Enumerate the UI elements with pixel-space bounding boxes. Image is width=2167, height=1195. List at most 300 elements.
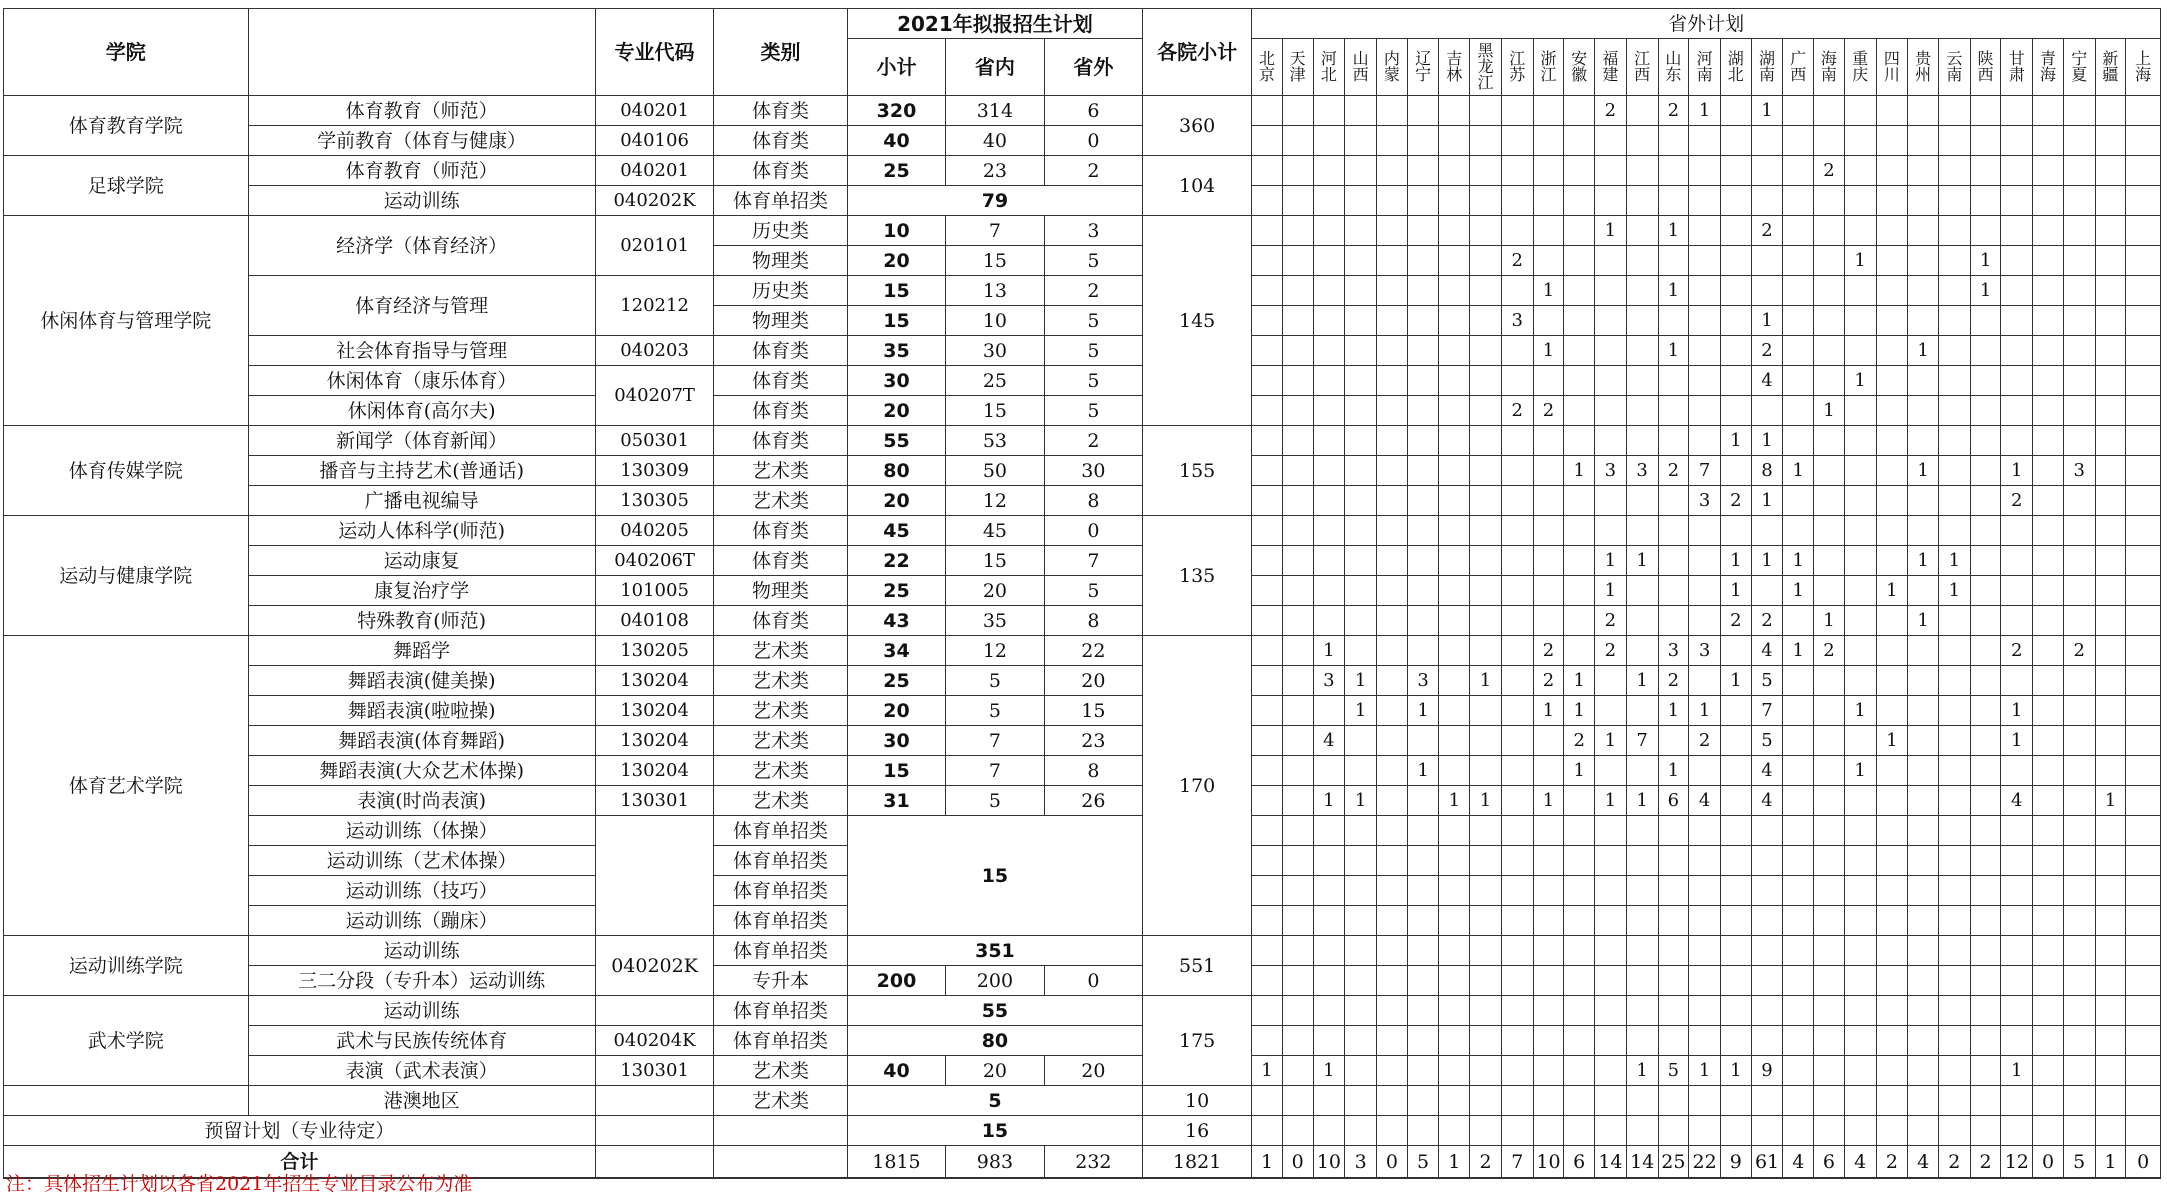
- category: 体育单招类: [714, 186, 847, 216]
- province-count: [2001, 96, 2033, 126]
- major-code: [595, 1116, 714, 1146]
- province-count: [1751, 1116, 1783, 1146]
- province-count: 7: [1626, 726, 1658, 756]
- province-count: [2063, 936, 2095, 966]
- category: 艺术类: [714, 756, 847, 786]
- province-count: [1407, 486, 1439, 516]
- province-count: [1720, 366, 1751, 396]
- province-count: [1533, 306, 1564, 336]
- province-count: [2126, 96, 2161, 126]
- province-count: [1501, 816, 1533, 846]
- province-count: 3: [1595, 456, 1627, 486]
- province-count: 5: [1658, 1056, 1689, 1086]
- province-count: [1658, 906, 1689, 936]
- table-row: [4, 816, 2161, 846]
- province-count: [1595, 1026, 1627, 1056]
- province-count: [1938, 306, 1970, 336]
- province-count: [1844, 186, 1876, 216]
- province-count: [2033, 126, 2064, 156]
- province-count: 4: [2001, 786, 2033, 816]
- total-province-count: 1: [1439, 1146, 1470, 1179]
- province-count: [1814, 1116, 1845, 1146]
- province-count: [1626, 636, 1658, 666]
- province-count: [1844, 726, 1876, 756]
- province-count: [2033, 276, 2064, 306]
- plan-total: 45: [847, 516, 945, 546]
- plan-total: 20: [847, 246, 945, 276]
- province-count: [2001, 126, 2033, 156]
- province-count: [1564, 216, 1595, 246]
- province-count: [2095, 276, 2126, 306]
- province-count: [1564, 366, 1595, 396]
- major-name: 特殊教育(师范): [248, 606, 595, 636]
- province-count: [2095, 966, 2126, 996]
- province-count: [1938, 456, 1970, 486]
- province-count: [1689, 426, 1721, 456]
- province-count: [1908, 276, 1939, 306]
- province-count: [1282, 936, 1313, 966]
- province-count: [1689, 876, 1721, 906]
- province-count: [1876, 216, 1908, 246]
- province-count: [1282, 906, 1313, 936]
- province-count: [1282, 366, 1313, 396]
- province-count: [1595, 276, 1627, 306]
- province-count: [1658, 546, 1689, 576]
- province-count: [1501, 1056, 1533, 1086]
- province-count: [1658, 1116, 1689, 1146]
- province-count: [1564, 306, 1595, 336]
- major-name: 舞蹈表演(大众艺术体操): [248, 756, 595, 786]
- province-count: [2033, 486, 2064, 516]
- province-count: [1345, 96, 1377, 126]
- province-count: [1313, 576, 1345, 606]
- province-count: [1564, 846, 1595, 876]
- province-count: [1533, 876, 1564, 906]
- province-count: [1938, 1056, 1970, 1086]
- province-header: 内蒙: [1377, 39, 1408, 96]
- plan-total: 20: [847, 486, 945, 516]
- plan-out-province: 5: [1044, 336, 1142, 366]
- province-count: [1564, 156, 1595, 186]
- college-name: 武术学院: [4, 996, 249, 1086]
- province-count: [1377, 396, 1408, 426]
- province-count: [1470, 636, 1502, 666]
- province-count: [1282, 246, 1313, 276]
- college-subtotal: 135: [1143, 516, 1252, 636]
- province-count: [1844, 816, 1876, 846]
- major-code: 040201: [595, 96, 714, 126]
- table-row: [4, 96, 2161, 126]
- province-count: [1564, 1056, 1595, 1086]
- major-code: 040203: [595, 336, 714, 366]
- province-count: [1938, 276, 1970, 306]
- province-count: 4: [1313, 726, 1345, 756]
- province-count: [1439, 126, 1470, 156]
- province-count: [2126, 246, 2161, 276]
- province-count: [2033, 816, 2064, 846]
- province-count: [1470, 726, 1502, 756]
- table-row: [4, 336, 2161, 366]
- province-count: [1876, 306, 1908, 336]
- province-count: 2: [1689, 726, 1721, 756]
- province-count: [1658, 306, 1689, 336]
- plan-merged: 15: [847, 816, 1142, 936]
- province-count: [1377, 96, 1408, 126]
- province-count: [1439, 516, 1470, 546]
- table-row: [4, 546, 2161, 576]
- province-count: [1595, 756, 1627, 786]
- province-count: [1439, 816, 1470, 846]
- province-count: [1908, 696, 1939, 726]
- province-count: [2126, 846, 2161, 876]
- province-count: [2126, 1026, 2161, 1056]
- province-count: [1313, 336, 1345, 366]
- category: 艺术类: [714, 726, 847, 756]
- province-count: [1439, 306, 1470, 336]
- province-count: [1751, 186, 1783, 216]
- total-province-count: 5: [1407, 1146, 1439, 1179]
- province-count: [1783, 696, 1814, 726]
- province-count: [1533, 186, 1564, 216]
- table-row: [4, 936, 2161, 966]
- major-code: 040201: [595, 156, 714, 186]
- province-count: [2126, 426, 2161, 456]
- province-count: [1720, 246, 1751, 276]
- province-count: [1595, 306, 1627, 336]
- province-count: [2095, 1116, 2126, 1146]
- province-count: [1720, 1116, 1751, 1146]
- province-count: [1814, 786, 1845, 816]
- province-count: [1720, 786, 1751, 816]
- province-count: [1501, 636, 1533, 666]
- province-count: [1252, 486, 1283, 516]
- header-plan-title: 2021年拟报招生计划: [847, 9, 1142, 39]
- province-count: [1345, 486, 1377, 516]
- province-count: [1689, 906, 1721, 936]
- major-code: 101005: [595, 576, 714, 606]
- college-subtotal: 145: [1143, 216, 1252, 426]
- province-count: [1844, 456, 1876, 486]
- province-count: [1377, 1086, 1408, 1116]
- province-count: [1439, 156, 1470, 186]
- table-row: [4, 606, 2161, 636]
- province-count: [1377, 906, 1408, 936]
- province-count: 1: [1908, 606, 1939, 636]
- province-count: [2095, 96, 2126, 126]
- province-count: [1814, 1026, 1845, 1056]
- province-count: [1689, 1086, 1721, 1116]
- province-count: [2033, 1056, 2064, 1086]
- province-count: [1564, 936, 1595, 966]
- province-count: [1689, 1116, 1721, 1146]
- province-count: 3: [1689, 486, 1721, 516]
- province-count: [1876, 936, 1908, 966]
- province-count: [1876, 1086, 1908, 1116]
- province-count: [1626, 276, 1658, 306]
- plan-out-province: 3: [1044, 216, 1142, 246]
- province-count: [1470, 906, 1502, 936]
- province-count: [1938, 696, 1970, 726]
- total-province-count: 14: [1595, 1146, 1627, 1179]
- province-count: [2126, 516, 2161, 546]
- province-count: [1876, 606, 1908, 636]
- province-count: [1751, 126, 1783, 156]
- province-count: [1844, 906, 1876, 936]
- plan-out-province: 8: [1044, 756, 1142, 786]
- province-count: [2126, 336, 2161, 366]
- province-count: [2063, 1086, 2095, 1116]
- college-name: 体育传媒学院: [4, 426, 249, 516]
- province-count: [1658, 426, 1689, 456]
- plan-total: 15: [847, 306, 945, 336]
- province-count: [2126, 396, 2161, 426]
- province-count: [1470, 396, 1502, 426]
- province-count: [1783, 396, 1814, 426]
- category: 艺术类: [714, 666, 847, 696]
- province-header: 辽宁: [1407, 39, 1439, 96]
- province-count: 1: [1751, 306, 1783, 336]
- province-count: [1564, 336, 1595, 366]
- province-count: [1533, 576, 1564, 606]
- province-count: [2001, 246, 2033, 276]
- province-count: [2033, 606, 2064, 636]
- province-count: [1938, 486, 1970, 516]
- province-count: [1970, 306, 2001, 336]
- major-name: 运动训练（体操）: [248, 816, 595, 846]
- province-count: [1407, 366, 1439, 396]
- major-code: 020101: [595, 216, 714, 276]
- plan-out-province: 5: [1044, 246, 1142, 276]
- province-count: [1439, 666, 1470, 696]
- province-count: [1470, 126, 1502, 156]
- province-count: [1844, 1116, 1876, 1146]
- province-count: [1814, 306, 1845, 336]
- province-count: [1407, 906, 1439, 936]
- province-count: [1470, 336, 1502, 366]
- province-header: 上海: [2126, 39, 2161, 96]
- province-count: [1595, 126, 1627, 156]
- province-count: [1252, 696, 1283, 726]
- province-count: 1: [1908, 456, 1939, 486]
- province-count: [1751, 576, 1783, 606]
- province-count: [1439, 216, 1470, 246]
- province-count: [1938, 336, 1970, 366]
- major-name: 新闻学（体育新闻）: [248, 426, 595, 456]
- province-count: [1439, 576, 1470, 606]
- province-count: [1282, 726, 1313, 756]
- total-province-count: 0: [1282, 1146, 1313, 1179]
- province-count: [1876, 546, 1908, 576]
- province-count: [1252, 996, 1283, 1026]
- province-count: [1814, 216, 1845, 246]
- province-count: [1470, 1026, 1502, 1056]
- province-count: [1377, 816, 1408, 846]
- province-count: [1252, 966, 1283, 996]
- province-count: [2095, 756, 2126, 786]
- province-count: [2033, 906, 2064, 936]
- province-count: 1: [1844, 246, 1876, 276]
- province-count: 1: [1564, 756, 1595, 786]
- province-count: [1720, 156, 1751, 186]
- college-subtotal: 16: [1143, 1116, 1252, 1146]
- province-count: [1970, 336, 2001, 366]
- category: 历史类: [714, 216, 847, 246]
- total-province-count: 4: [1908, 1146, 1939, 1179]
- province-count: [1783, 876, 1814, 906]
- major-name: 三二分段（专升本）运动训练: [248, 966, 595, 996]
- province-count: [1720, 276, 1751, 306]
- province-count: [1876, 756, 1908, 786]
- province-header: 北京: [1252, 39, 1283, 96]
- province-count: [1814, 456, 1845, 486]
- province-count: [2095, 666, 2126, 696]
- province-count: [1751, 1026, 1783, 1056]
- major-name: 武术与民族传统体育: [248, 1026, 595, 1056]
- province-count: [1970, 606, 2001, 636]
- college-subtotal: 155: [1143, 426, 1252, 516]
- province-count: [1814, 1056, 1845, 1086]
- province-count: [1938, 1086, 1970, 1116]
- province-count: [1626, 186, 1658, 216]
- province-count: [1377, 756, 1408, 786]
- province-count: [1439, 1116, 1470, 1146]
- province-count: 1: [1313, 636, 1345, 666]
- province-count: 1: [1783, 546, 1814, 576]
- province-count: [1533, 156, 1564, 186]
- province-count: [1814, 366, 1845, 396]
- province-count: [2126, 696, 2161, 726]
- province-count: [2095, 996, 2126, 1026]
- province-count: [1720, 396, 1751, 426]
- province-count: [1252, 726, 1283, 756]
- province-count: [1252, 156, 1283, 186]
- college-name: 运动训练学院: [4, 936, 249, 996]
- province-count: [2063, 786, 2095, 816]
- province-count: [1689, 246, 1721, 276]
- province-count: [1970, 396, 2001, 426]
- province-count: [1720, 906, 1751, 936]
- province-count: [1783, 126, 1814, 156]
- total-province-count: 6: [1564, 1146, 1595, 1179]
- province-count: [1626, 486, 1658, 516]
- province-count: [2001, 426, 2033, 456]
- province-count: [1407, 1086, 1439, 1116]
- province-count: [1470, 876, 1502, 906]
- province-count: [1377, 1116, 1408, 1146]
- province-count: [2095, 456, 2126, 486]
- province-count: [1377, 936, 1408, 966]
- province-count: [1658, 486, 1689, 516]
- province-count: [1938, 846, 1970, 876]
- province-count: 2: [1533, 636, 1564, 666]
- province-count: [1345, 216, 1377, 246]
- province-count: [2126, 1086, 2161, 1116]
- major-name: 社会体育指导与管理: [248, 336, 595, 366]
- province-count: [1439, 1086, 1470, 1116]
- plan-total: 20: [847, 696, 945, 726]
- province-count: 2: [1751, 336, 1783, 366]
- province-count: [1377, 876, 1408, 906]
- province-count: [1282, 516, 1313, 546]
- plan-in-province: 200: [946, 966, 1044, 996]
- province-count: [1564, 276, 1595, 306]
- province-header: 四川: [1876, 39, 1908, 96]
- province-count: [1377, 726, 1408, 756]
- plan-in-province: 25: [946, 366, 1044, 396]
- province-count: [1282, 786, 1313, 816]
- province-count: [1439, 486, 1470, 516]
- province-count: 1: [1313, 786, 1345, 816]
- province-count: [2126, 636, 2161, 666]
- plan-total: 200: [847, 966, 945, 996]
- province-count: [1689, 126, 1721, 156]
- plan-out-province: 5: [1044, 576, 1142, 606]
- plan-total: 40: [847, 1056, 945, 1086]
- total-province-count: 2: [1970, 1146, 2001, 1179]
- province-count: [1407, 306, 1439, 336]
- province-count: [2033, 186, 2064, 216]
- province-count: [1407, 516, 1439, 546]
- province-count: 1: [1751, 426, 1783, 456]
- province-count: [1345, 1026, 1377, 1056]
- province-count: [1814, 696, 1845, 726]
- province-count: [1252, 1116, 1283, 1146]
- province-header: 天津: [1282, 39, 1313, 96]
- table-row: [4, 156, 2161, 186]
- province-count: [1908, 936, 1939, 966]
- major-name: 运动训练（技巧）: [248, 876, 595, 906]
- province-count: [1533, 756, 1564, 786]
- province-count: [1626, 426, 1658, 456]
- province-count: [1876, 96, 1908, 126]
- plan-in-province: 7: [946, 726, 1044, 756]
- province-count: [1501, 906, 1533, 936]
- table-row: [4, 396, 2161, 426]
- province-count: [1783, 1026, 1814, 1056]
- province-count: [2063, 606, 2095, 636]
- province-count: [2033, 876, 2064, 906]
- province-count: [1626, 1086, 1658, 1116]
- category: 体育类: [714, 336, 847, 366]
- province-count: [1313, 216, 1345, 246]
- province-count: [2063, 756, 2095, 786]
- province-count: [1345, 756, 1377, 786]
- province-count: [1377, 546, 1408, 576]
- province-count: [1658, 936, 1689, 966]
- province-count: [1876, 1056, 1908, 1086]
- category: 体育类: [714, 516, 847, 546]
- total-province-count: 7: [1501, 1146, 1533, 1179]
- province-count: [2001, 966, 2033, 996]
- plan-total: 35: [847, 336, 945, 366]
- province-count: 1: [1720, 666, 1751, 696]
- province-count: 1: [1595, 576, 1627, 606]
- province-count: [1720, 756, 1751, 786]
- province-count: [1595, 1056, 1627, 1086]
- province-count: 2: [2063, 636, 2095, 666]
- province-count: [2095, 636, 2126, 666]
- province-count: [1720, 96, 1751, 126]
- college-name: 运动与健康学院: [4, 516, 249, 636]
- province-count: [1345, 906, 1377, 936]
- province-count: [1844, 786, 1876, 816]
- province-count: [1377, 426, 1408, 456]
- province-count: [1689, 276, 1721, 306]
- province-count: [1501, 426, 1533, 456]
- province-count: [1501, 876, 1533, 906]
- province-count: [2063, 426, 2095, 456]
- province-count: [1783, 426, 1814, 456]
